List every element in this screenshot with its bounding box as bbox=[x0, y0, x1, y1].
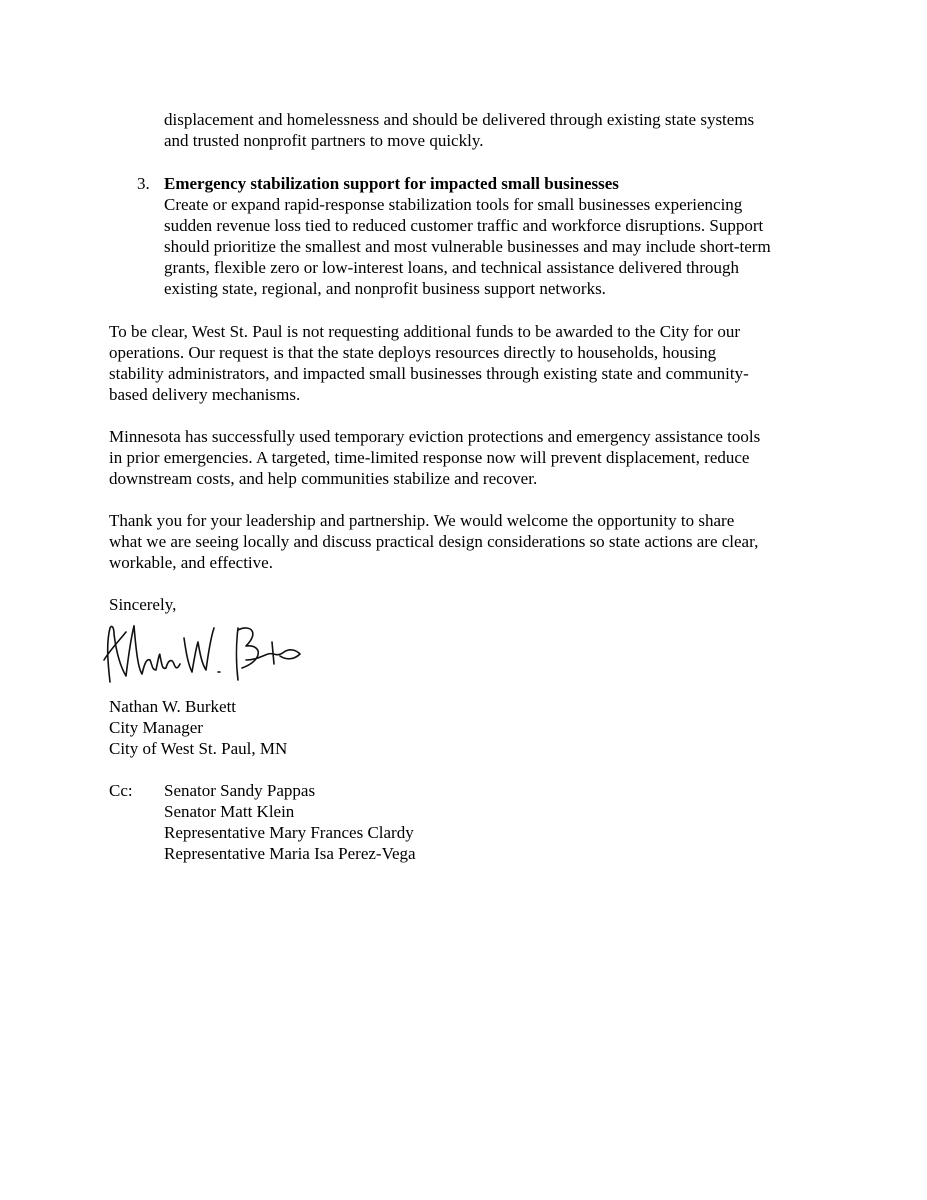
cc-recipient: Representative Maria Isa Perez-Vega bbox=[164, 844, 416, 863]
cc-label: Cc: bbox=[109, 781, 133, 800]
paragraph-line: operations. Our request is that the state deploys resources directly to households, housing bbox=[109, 343, 717, 362]
sender-organization: City of West St. Paul, MN bbox=[109, 739, 288, 758]
paragraph-line: what we are seeing locally and discuss practical design considerations so state actions are clear, bbox=[109, 532, 759, 551]
paragraph-line: downstream costs, and help communities stabilize and recover. bbox=[109, 469, 538, 488]
paragraph-line: Minnesota has successfully used temporary eviction protections and emergency assistance tools bbox=[109, 427, 761, 446]
paragraph-line: To be clear, West St. Paul is not requesting additional funds to be awarded to the City for our bbox=[109, 322, 740, 341]
paragraph-line: workable, and effective. bbox=[109, 553, 273, 572]
list-item-heading: Emergency stabilization support for impacted small businesses bbox=[164, 174, 619, 193]
paragraph-line: based delivery mechanisms. bbox=[109, 385, 301, 404]
sender-name: Nathan W. Burkett bbox=[109, 697, 237, 716]
paragraph-line: Thank you for your leadership and partnership. We would welcome the opportunity to share bbox=[109, 511, 735, 530]
paragraph-line: in prior emergencies. A targeted, time-limited response now will prevent displacement, reduce bbox=[109, 448, 750, 467]
cc-recipient: Senator Sandy Pappas bbox=[164, 781, 316, 800]
cc-recipient: Representative Mary Frances Clardy bbox=[164, 823, 414, 842]
list-item-number: 3. bbox=[137, 174, 150, 193]
list-item-line: grants, flexible zero or low-interest loans, and technical assistance delivered through bbox=[164, 258, 739, 277]
list-item-line: Create or expand rapid-response stabilization tools for small businesses experiencing bbox=[164, 195, 743, 214]
signature-image bbox=[96, 620, 306, 690]
continued-item-line: and trusted nonprofit partners to move quickly. bbox=[164, 131, 484, 150]
closing: Sincerely, bbox=[109, 595, 177, 614]
paragraph-line: stability administrators, and impacted small businesses through existing state and community- bbox=[109, 364, 749, 383]
list-item-line: existing state, regional, and nonprofit business support networks. bbox=[164, 279, 606, 298]
list-item-line: should prioritize the smallest and most vulnerable businesses and may include short-term bbox=[164, 237, 771, 256]
sender-title: City Manager bbox=[109, 718, 203, 737]
cc-recipient: Senator Matt Klein bbox=[164, 802, 295, 821]
continued-item-line: displacement and homelessness and should be delivered through existing state systems bbox=[164, 110, 755, 129]
list-item-line: sudden revenue loss tied to reduced customer traffic and workforce disruptions. Support bbox=[164, 216, 764, 235]
